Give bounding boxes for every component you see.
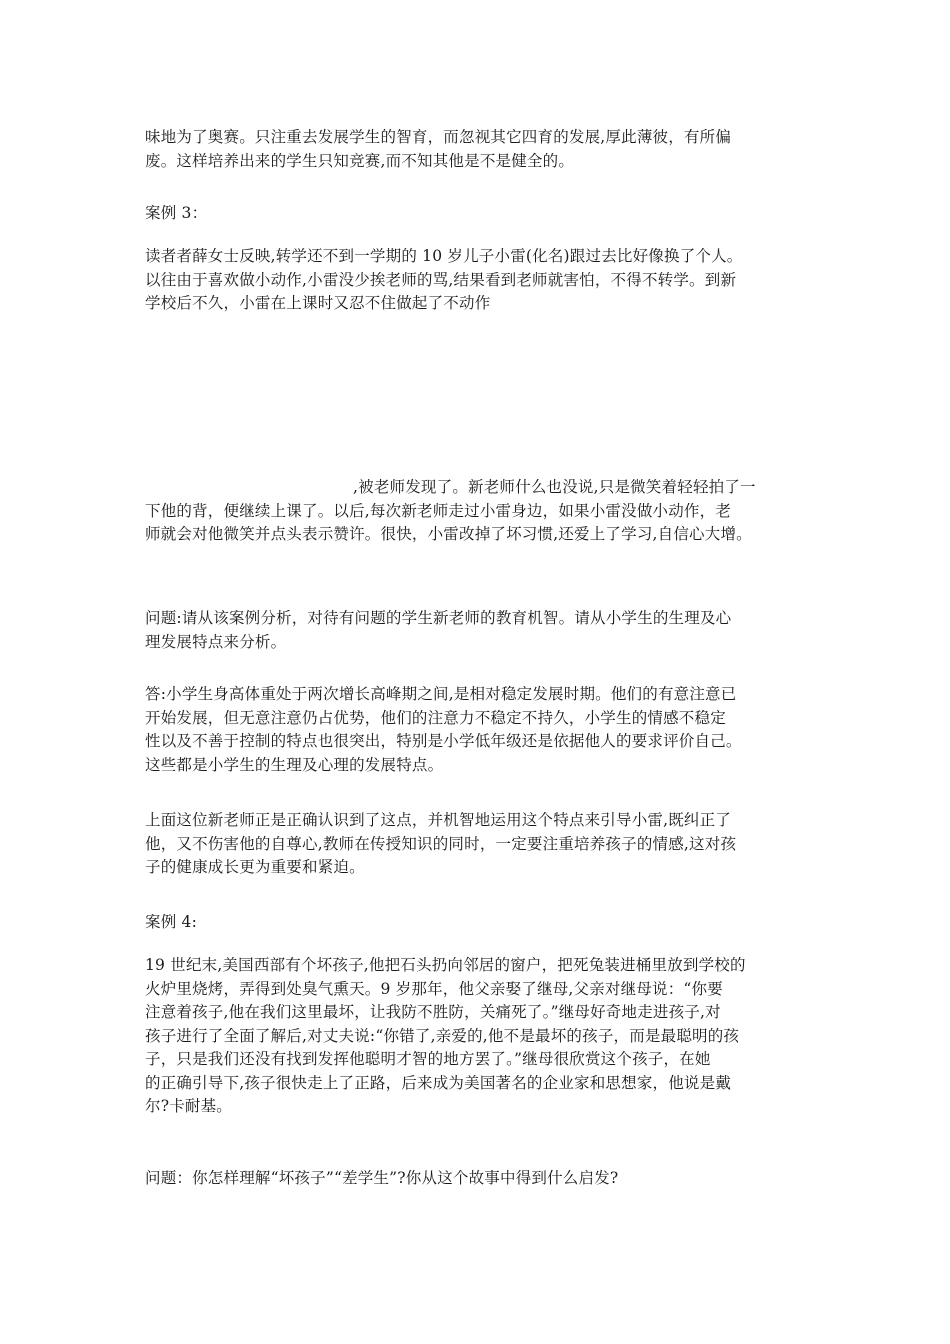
text-line: 开始发展，但无意注意仍占优势，他们的注意力不稳定不持久，小学生的情感不稳定 bbox=[145, 708, 726, 727]
text-line: 火炉里烧烤，弄得到处臭气熏天。9 岁那年，他父亲娶了继母,父亲对继母说：“你要 bbox=[145, 979, 723, 998]
text-line: 他，又不伤害他的自尊心,教师在传授知识的同时，一定要注重培养孩子的情感,这对孩 bbox=[145, 834, 737, 853]
case-3-question bbox=[145, 607, 810, 654]
case-4-body bbox=[145, 954, 810, 1119]
text-line: 废。这样培养出来的学生只知竞赛,而不知其他是不是健全的。 bbox=[145, 151, 575, 170]
text-line: 这些都是小学生的生理及心理的发展特点。 bbox=[145, 755, 444, 774]
text-line: 的正确引导下,孩子很快走上了正路，后来成为美国著名的企业家和思想家，他说是戴 bbox=[145, 1073, 732, 1092]
text-line: 案例 3： bbox=[145, 204, 208, 222]
text-line: 上面这位新老师正是正确认识到了这点，并机智地运用这个特点来引导小雷,既纠正了 bbox=[145, 811, 732, 829]
text-line: 子，只是我们还没有找到发挥他聪明才智的地方罢了。”继母很欣赏这个孩子，在她 bbox=[145, 1050, 711, 1068]
text-line: 答:小学生身高体重处于两次增长高峰期之间,是相对稳定发展时期。他们的有意注意已 bbox=[145, 685, 737, 703]
text-line: 以往由于喜欢做小动作,小雷没少挨老师的骂,结果看到老师就害怕，不得不转学。到新 bbox=[145, 270, 737, 289]
text-line: 下他的背，便继续上课了。以后,每次新老师走过小雷身边，如果小雷没做小动作，老 bbox=[145, 501, 732, 520]
case-4-question bbox=[145, 1167, 810, 1191]
paragraph-olympiad-critique bbox=[145, 126, 810, 173]
text-line: 学校后不久，小雷在上课时又忍不住做起了不动作 bbox=[145, 294, 491, 312]
text-line: 师就会对他微笑并点头表示赞许。很快，小雷改掉了坏习惯,还爱上了学习,自信心大增。 bbox=[145, 525, 752, 543]
text-line: 子的健康成长更为重要和紧迫。 bbox=[145, 858, 365, 876]
text-line: 注意着孩子,他在我们这里最坏，让我防不胜防，关痛死了。”继母好奇地走进孩子,对 bbox=[145, 1003, 721, 1021]
text-line: 问题:请从该案例分析，对待有问题的学生新老师的教育机智。请从小学生的生理及心 bbox=[145, 609, 732, 627]
case-3-answer bbox=[145, 683, 810, 777]
text-line: 性以及不善于控制的特点也很突出，特别是小学低年级还是依据他人的要求评价自己。 bbox=[145, 732, 742, 750]
text-line: 孩子进行了全面了解后,对丈夫说:“你错了,亲爱的,他不是最坏的孩子，而是最聪明的孩 bbox=[145, 1026, 740, 1045]
text-line: ,被老师发现了。新老师什么也没说,只是微笑着轻轻拍了一 bbox=[353, 478, 756, 496]
text-line: 味地为了奥赛。只注重去发展学生的智育，而忽视其它四育的发展,厚此薄彼，有所偏 bbox=[145, 128, 732, 146]
case-4-heading bbox=[145, 911, 810, 935]
case-3-answer-conclusion bbox=[145, 809, 810, 880]
text-line: 尔?卡耐基。 bbox=[145, 1097, 233, 1115]
case-3-body bbox=[145, 245, 810, 316]
text-line: 读者者薛女士反映,转学还不到一学期的 10 岁儿子小雷(化名)跟过去比好像换了个人。 bbox=[145, 247, 743, 265]
text-line: 19 世纪末,美国西部有个坏孩子,他把石头扔向邻居的窗户，把死兔装进桶里放到学校的 bbox=[145, 956, 746, 974]
text-line: 理发展特点来分析。 bbox=[145, 632, 287, 651]
text-line: 案例 4: bbox=[145, 913, 198, 931]
case-3-heading bbox=[145, 202, 810, 226]
text-line: 问题：你怎样理解“坏孩子”“差学生”?你从这个故事中得到什么启发? bbox=[145, 1169, 619, 1187]
case-3-body-continued bbox=[145, 476, 810, 547]
